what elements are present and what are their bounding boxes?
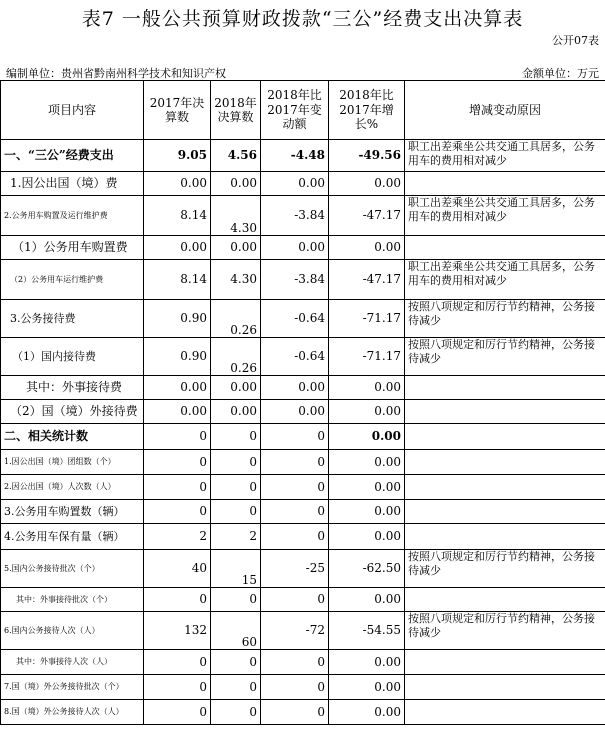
row-value-2018: 0 [211,700,261,725]
table-row [1,172,605,196]
row-item: （1）公务用车购置费 [1,236,144,260]
row-item: 5.国内公务接待批次（个） [1,550,144,588]
header-2017: 2017年决算数 [144,81,211,140]
row-growth: 0.00 [329,172,405,196]
row-change: 0.00 [261,376,329,400]
row-growth: 0.00 [329,400,405,424]
row-reason: 职工出差乘坐公共交通工具居多，公务用车的费用相对减少 [405,196,605,236]
row-reason: 按照八项规定和厉行节约精神，公务接待减少 [405,612,605,650]
row-value-2017: 0.00 [144,400,211,424]
row-growth: 0.00 [329,524,405,550]
row-item: 其中：外事接待费 [1,376,144,400]
row-value-2017: 0 [144,675,211,700]
row-value-2018: 0 [211,650,261,675]
header-change: 2018年比2017年变动额 [261,81,329,140]
row-change: 0.00 [261,172,329,196]
row-change: -0.64 [261,338,329,376]
row-value-2017: 0.90 [144,300,211,338]
row-value-2018: 0 [211,450,261,475]
row-item: 3.公务用车购置数（辆） [1,500,144,524]
row-value-2018: 60 [211,612,261,650]
row-value-2018: 4.30 [211,260,261,300]
row-item: 一、“三公”经费支出 [1,140,144,172]
table-row [1,376,605,400]
table-row [1,700,605,725]
row-value-2018: 0 [211,500,261,524]
table-row [1,524,605,550]
row-reason [405,172,605,196]
row-growth: -47.17 [329,260,405,300]
table-row [1,140,605,172]
row-item: 2.公务用车购置及运行维护费 [1,196,144,236]
row-change: 0 [261,424,329,450]
row-change: -3.84 [261,196,329,236]
row-item: （2）国（境）外接待费 [1,400,144,424]
row-value-2017: 0.90 [144,338,211,376]
row-value-2017: 0 [144,475,211,500]
row-reason [405,475,605,500]
table-row [1,612,605,650]
header-growth: 2018年比2017年增长% [329,81,405,140]
row-change: -4.48 [261,140,329,172]
row-item: 6.国内公务接待人次（人） [1,612,144,650]
preparing-unit: 编制单位：贵州省黔南州科学技术和知识产权 [6,67,226,80]
row-reason [405,400,605,424]
row-value-2018: 0 [211,424,261,450]
row-value-2017: 0 [144,500,211,524]
row-growth: 0.00 [329,236,405,260]
header-2018: 2018年决算数 [211,81,261,140]
row-item: 2.因公出国（境）人次数（人） [1,475,144,500]
row-reason [405,500,605,524]
row-change: 0 [261,650,329,675]
row-reason: 职工出差乘坐公共交通工具居多，公务用车的费用相对减少 [405,260,605,300]
row-reason: 按照八项规定和厉行节约精神，公务接待减少 [405,338,605,376]
table-row [1,424,605,450]
row-change: -72 [261,612,329,650]
row-growth: -47.17 [329,196,405,236]
row-growth: -71.17 [329,300,405,338]
row-item: 1.因公出国（境）团组数（个） [1,450,144,475]
row-item: 7.国（境）外公务接待批次（个） [1,675,144,700]
table-row [1,400,605,424]
row-item: 3.公务接待费 [1,300,144,338]
row-value-2018: 0.00 [211,376,261,400]
row-growth: 0.00 [329,424,405,450]
row-value-2018: 0.00 [211,236,261,260]
table-row [1,450,605,475]
table-code: 公开07表 [552,34,599,47]
row-item: （2）公务用车运行维护费 [1,260,144,300]
row-reason [405,675,605,700]
row-value-2017: 132 [144,612,211,650]
row-value-2018: 0.00 [211,172,261,196]
row-value-2017: 0.00 [144,172,211,196]
table-row [1,300,605,338]
row-change: 0 [261,675,329,700]
row-growth: 0.00 [329,450,405,475]
row-growth: 0.00 [329,675,405,700]
row-value-2017: 0 [144,588,211,612]
row-reason [405,700,605,725]
row-growth: -62.50 [329,550,405,588]
table-row [1,550,605,588]
row-growth: 0.00 [329,588,405,612]
row-value-2017: 2 [144,524,211,550]
row-change: 0 [261,700,329,725]
table-row [1,236,605,260]
row-item: （1）国内接待费 [1,338,144,376]
row-value-2017: 0 [144,700,211,725]
row-growth: -54.55 [329,612,405,650]
row-value-2017: 0 [144,650,211,675]
row-change: -25 [261,550,329,588]
row-value-2017: 9.05 [144,140,211,172]
report-title: 表7 一般公共预算财政拨款“三公”经费支出决算表 [81,8,524,30]
table-row [1,588,605,612]
row-change: 0 [261,475,329,500]
row-value-2017: 40 [144,550,211,588]
header-item: 项目内容 [1,81,144,140]
row-value-2017: 0 [144,424,211,450]
table-row [1,260,605,300]
row-change: 0 [261,524,329,550]
header-reason: 增减变动原因 [405,81,605,140]
row-reason: 按照八项规定和厉行节约精神，公务接待减少 [405,300,605,338]
row-value-2017: 0.00 [144,236,211,260]
row-value-2018: 0.00 [211,400,261,424]
row-value-2018: 2 [211,524,261,550]
row-change: -3.84 [261,260,329,300]
table-row [1,338,605,376]
table-row [1,675,605,700]
row-item: 其中：外事接待人次（人） [1,650,144,675]
expense-table [0,80,605,725]
row-reason [405,650,605,675]
row-value-2018: 15 [211,550,261,588]
table-row [1,650,605,675]
row-reason [405,524,605,550]
row-change: -0.64 [261,300,329,338]
row-change: 0 [261,450,329,475]
row-value-2018: 0 [211,475,261,500]
row-growth: -71.17 [329,338,405,376]
row-reason: 职工出差乘坐公共交通工具居多，公务用车的费用相对减少 [405,140,605,172]
row-change: 0 [261,500,329,524]
row-growth: 0.00 [329,650,405,675]
row-item: 1.因公出国（境）费 [1,172,144,196]
row-reason [405,376,605,400]
row-change: 0 [261,588,329,612]
row-growth: 0.00 [329,700,405,725]
row-item: 8.国（境）外公务接待人次（人） [1,700,144,725]
row-growth: 0.00 [329,475,405,500]
row-item: 4.公务用车保有量（辆） [1,524,144,550]
row-value-2018: 0 [211,588,261,612]
row-value-2017: 0 [144,450,211,475]
table-row [1,475,605,500]
row-value-2018: 4.30 [211,196,261,236]
row-growth: -49.56 [329,140,405,172]
row-value-2017: 0.00 [144,376,211,400]
row-reason [405,424,605,450]
header-row [1,81,605,140]
row-value-2018: 0 [211,675,261,700]
row-item: 二、相关统计数 [1,424,144,450]
row-value-2018: 4.56 [211,140,261,172]
row-growth: 0.00 [329,500,405,524]
row-reason [405,450,605,475]
row-value-2017: 8.14 [144,260,211,300]
row-change: 0.00 [261,400,329,424]
row-growth: 0.00 [329,376,405,400]
table-row [1,500,605,524]
row-value-2018: 0.26 [211,300,261,338]
table-row [1,196,605,236]
row-item: 其中：外事接待批次（个） [1,588,144,612]
row-reason [405,588,605,612]
row-value-2018: 0.26 [211,338,261,376]
currency-unit: 金额单位：万元 [522,67,599,80]
row-reason [405,236,605,260]
row-change: 0.00 [261,236,329,260]
row-value-2017: 8.14 [144,196,211,236]
row-reason: 按照八项规定和厉行节约精神，公务接待减少 [405,550,605,588]
